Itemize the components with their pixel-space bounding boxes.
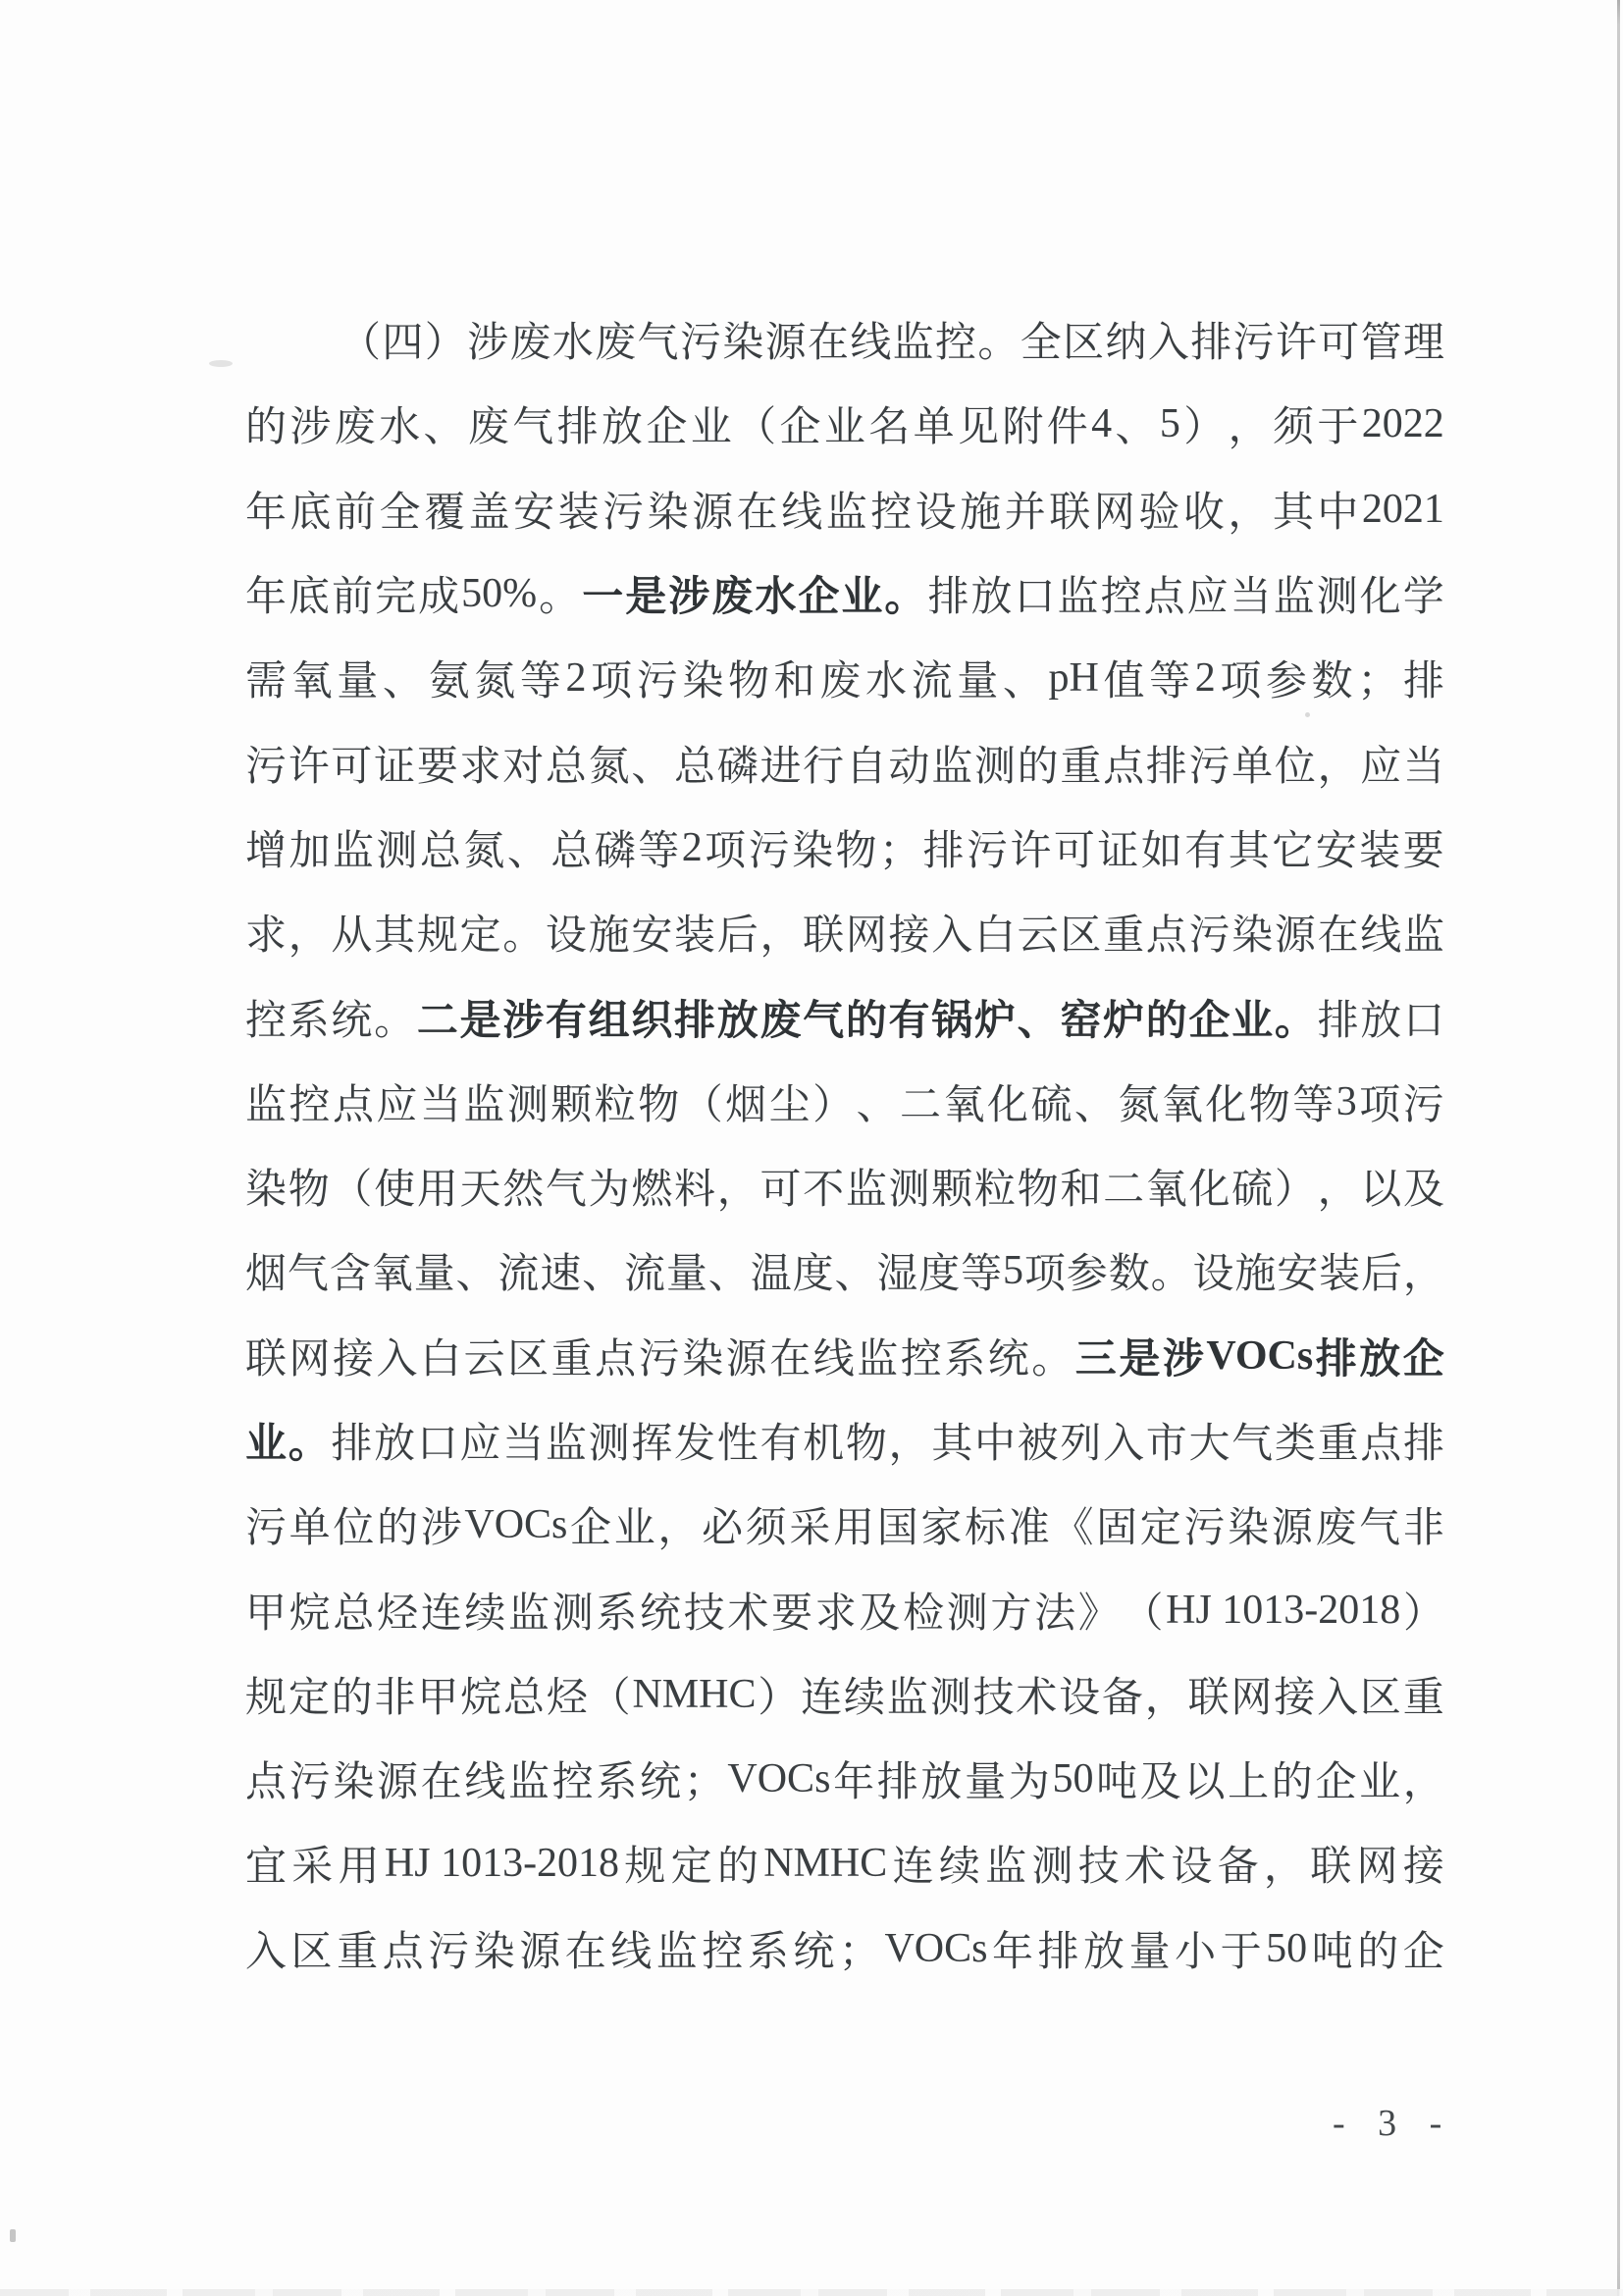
- text-line: 年 底 前 完 成 50% 。 一 是 涉 废 水 企 业 。 排 放 口 监 控 点 应 当 监 测 化 学: [245, 571, 1444, 621]
- text-line: 甲 烷 总 烃 连 续 监 测 系 统 技 术 要 求 及 检 测 方 法 》 （ HJ 1013-2018 ）: [245, 1587, 1444, 1637]
- text-line: （ 四 ） 涉 废 水 废 气 污 染 源 在 线 监 控 。 全 区 纳 入 排 污 许 可 管 理: [340, 321, 1444, 367]
- text-line: 规 定 的 非 甲 烷 总 烃 （ NMHC ） 连 续 监 测 技 术 设 备 ， 联 网 接 入 区 重: [245, 1671, 1444, 1721]
- scan-speck: [1305, 712, 1310, 717]
- text-block: [245, 297, 1444, 1991]
- text-line: 染 物 （ 使 用 天 然 气 为 燃 料 ， 可 不 监 测 颗 粒 物 和 二 氧 化 硫 ） ， 以 及: [245, 1168, 1444, 1214]
- scan-edge-bottom: [0, 2289, 1623, 2296]
- text-line: 增 加 监 测 总 氮 、 总 磷 等 2 项 污 染 物 ； 排 污 许 可 证 如 有 其 它 安 装 要: [245, 824, 1444, 874]
- text-line: 点 污 染 源 在 线 监 控 系 统 ； VOCs 年 排 放 量 为 50 吨 及 以 上 的 企 业 ，: [245, 1756, 1444, 1806]
- text-line: 污 单 位 的 涉 VOCs 企 业 ， 必 须 采 用 国 家 标 准 《 固 定 污 染 源 废 气 非: [245, 1502, 1444, 1552]
- text-line: 控 系 统 。 二 是 涉 有 组 织 排 放 废 气 的 有 锅 炉 、 窑 炉 的 企 业 。 排 放 口: [245, 998, 1444, 1044]
- text-line: 入 区 重 点 污 染 源 在 线 监 控 系 统 ； VOCs 年 排 放 量 小 于 50 吨 的 企: [245, 1925, 1444, 1975]
- scan-speck: [10, 2229, 16, 2242]
- text-line: 监 控 点 应 当 监 测 颗 粒 物 （ 烟 尘 ） 、 二 氧 化 硫 、 氮 氧 化 物 等 3 项 污: [245, 1078, 1444, 1128]
- text-line: 宜 采 用 HJ 1013-2018 规 定 的 NMHC 连 续 监 测 技 术 设 备 ， 联 网 接: [245, 1841, 1444, 1891]
- text-line: 求 ， 从 其 规 定 。 设 施 安 装 后 ， 联 网 接 入 白 云 区 重 点 污 染 源 在 线 监: [245, 913, 1444, 960]
- text-line: 需 氧 量 、 氨 氮 等 2 项 污 染 物 和 废 水 流 量 、 pH 值 等 2 项 参 数 ； 排: [245, 655, 1444, 705]
- scan-edge-right: [1617, 0, 1620, 2296]
- text-line: 烟 气 含 氧 量 、 流 速 、 流 量 、 温 度 、 湿 度 等 5 项 参 数 。 设 施 安 装 后 ，: [245, 1248, 1444, 1298]
- page-number: - 3 -: [1333, 2103, 1444, 2144]
- text-line: 业 。 排 放 口 应 当 监 测 挥 发 性 有 机 物 ， 其 中 被 列 入 市 大 气 类 重 点 排: [245, 1422, 1444, 1467]
- text-line: 年 底 前 全 覆 盖 安 装 污 染 源 在 线 监 控 设 施 并 联 网 验 收 ， 其 中 2021: [245, 486, 1444, 536]
- text-line: 联 网 接 入 白 云 区 重 点 污 染 源 在 线 监 控 系 统 。 三 是 涉 VOCs 排 放 企: [245, 1332, 1444, 1383]
- text-line: 污 许 可 证 要 求 对 总 氮 、 总 磷 进 行 自 动 监 测 的 重 点 排 污 单 位 ， 应 当: [245, 744, 1444, 790]
- text-line: 的 涉 废 水 、 废 气 排 放 企 业 （ 企 业 名 单 见 附 件 4 、 5 ） ， 须 于 2022: [245, 401, 1444, 451]
- scan-speck: [209, 360, 233, 367]
